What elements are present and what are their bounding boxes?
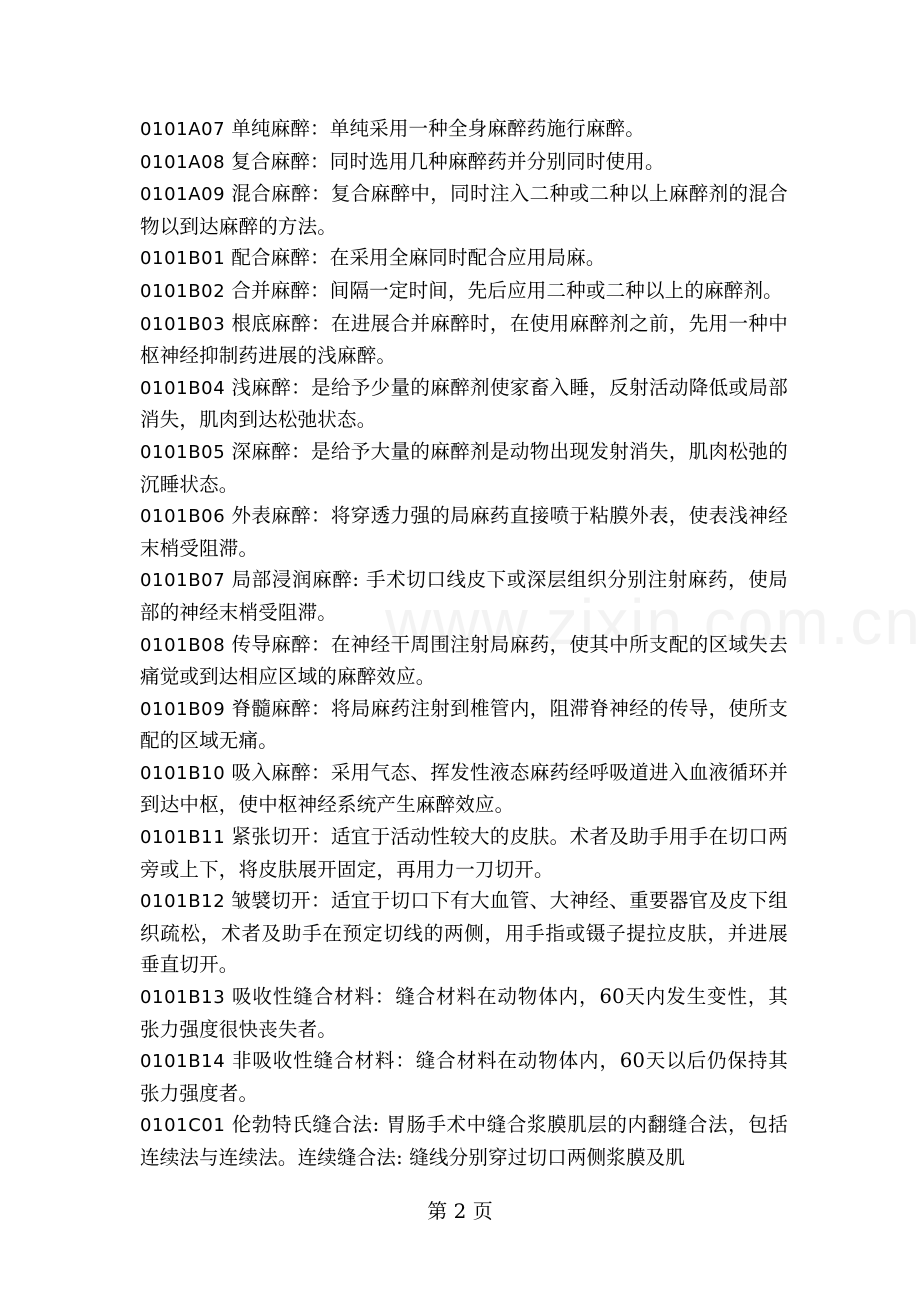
entry-term: 深麻醉 — [231, 439, 292, 463]
entry-separator: ： — [310, 760, 331, 784]
entry-term: 合并麻醉 — [231, 278, 311, 302]
entry-term: 皱襞切开 — [231, 889, 311, 913]
entry-code: 0101B09 — [140, 698, 226, 720]
entry-code: 0101B03 — [140, 313, 226, 335]
entry-separator: ： — [310, 696, 331, 720]
entry-definition: 适宜于活动性较大的皮肤。术者及助手用手在切口两旁或上下，将皮肤展开固定，再用力一刀切开。 — [140, 825, 788, 881]
glossary-entry — [140, 564, 788, 628]
entry-code: 0101B07 — [140, 570, 226, 592]
entry-code: 0101B14 — [140, 1051, 226, 1073]
entry-term: 配合麻醉 — [231, 246, 311, 270]
entry-term: 复合麻醉 — [231, 149, 311, 173]
entry-definition: 在神经干周围注射局麻药，使其中所支配的区域失去痛觉或到达相应区域的麻醉效应。 — [140, 632, 788, 689]
entry-definition: 间隔一定时间，先后应用二种或二种以上的麻醉剂。 — [329, 278, 783, 302]
entry-term: 脊髓麻醉 — [231, 696, 311, 720]
entry-code: 0101A08 — [140, 151, 226, 173]
entry-code: 0101B02 — [140, 280, 226, 302]
entry-separator: : — [372, 1113, 387, 1137]
entry-definition: 缝合材料在动物体内，60天内发生变性，其张力强度很快丧失者。 — [140, 985, 788, 1041]
glossary-entry — [140, 821, 788, 885]
entry-term: 混合麻醉 — [231, 182, 311, 206]
entry-definition: 在进展合并麻醉时，在使用麻醉剂之前，先用一种中枢神经抑制药进展的浅麻醉。 — [140, 311, 788, 368]
entry-separator: ： — [374, 985, 396, 1009]
entry-separator: ： — [310, 149, 330, 173]
glossary-entry — [140, 113, 788, 146]
glossary-entry — [140, 372, 788, 436]
entry-term: 吸收性缝合材料 — [231, 985, 375, 1009]
entry-definition: 是给予大量的麻醉剂是动物出现发射消失，肌肉松弛的沉睡状态。 — [140, 439, 788, 496]
entry-separator: ： — [310, 278, 330, 302]
glossary-entry — [140, 1045, 788, 1109]
entry-term: 根底麻醉 — [231, 311, 311, 335]
entry-definition: 采用气态、挥发性液态麻药经呼吸道进入血液循环并到达中枢，使中枢神经系统产生麻醉效应。 — [140, 760, 788, 817]
entry-code: 0101B08 — [140, 634, 226, 656]
entry-definition: 在采用全麻同时配合应用局麻。 — [329, 246, 606, 270]
entry-code: 0101B12 — [140, 891, 226, 913]
glossary-entry — [140, 308, 788, 372]
entry-separator: ： — [310, 504, 331, 528]
entry-separator: ： — [291, 375, 311, 399]
glossary-entry — [140, 436, 788, 500]
entry-definition: 缝合材料在动物体内，60天以后仍保持其张力强度者。 — [140, 1049, 788, 1105]
entry-separator: ： — [310, 825, 331, 849]
entry-definition: 同时选用几种麻醉药并分别同时使用。 — [329, 149, 665, 173]
entry-separator: ： — [310, 632, 331, 656]
entry-code: 0101B11 — [140, 827, 226, 849]
entry-separator: ： — [310, 246, 330, 270]
entry-code: 0101B04 — [140, 377, 226, 399]
entry-definition: 是给予少量的麻醉剂使家畜入睡，反射活动降低或局部消失，肌肉到达松弛状态。 — [140, 375, 788, 432]
entry-code: 0101B01 — [140, 248, 226, 270]
glossary-entry — [140, 1109, 788, 1173]
entry-term: 单纯麻醉 — [231, 117, 311, 140]
glossary-entry — [140, 275, 788, 308]
entry-separator: ： — [291, 439, 311, 463]
glossary-entry — [140, 757, 788, 821]
entry-separator: ： — [310, 311, 331, 335]
entry-separator: ： — [310, 182, 331, 206]
glossary-body — [140, 113, 788, 1174]
entry-term: 外表麻醉 — [231, 504, 311, 528]
entry-term: 浅麻醉 — [231, 375, 292, 399]
glossary-entry — [140, 981, 788, 1045]
glossary-entry — [140, 146, 788, 179]
entry-definition: 将局麻药注射到椎管内，阻滞脊神经的传导，使所支配的区域无痛。 — [140, 696, 788, 753]
entry-code: 0101A09 — [140, 184, 226, 206]
entry-term: 传导麻醉 — [231, 632, 311, 656]
glossary-entry — [140, 629, 788, 693]
entry-term: 非吸收性缝合材料 — [231, 1049, 396, 1073]
entry-definition: 手术切口线皮下或深层组织分别注射麻药，使局部的神经末梢受阻滞。 — [140, 568, 789, 624]
entry-definition: 单纯采用一种全身麻醉药施行麻醉。 — [329, 117, 645, 140]
entry-term: 局部浸润麻醉 — [231, 568, 353, 592]
entry-separator: ： — [310, 117, 330, 140]
entry-definition: 复合麻醉中，同时注入二种或二种以上麻醉剂的混合物以到达麻醉的方法。 — [140, 182, 788, 238]
entry-code: 0101C01 — [140, 1115, 226, 1137]
entry-code: 0101B13 — [140, 987, 226, 1009]
entry-definition: 适宜于切口下有大血管、大神经、重要器官及皮下组织疏松，术者及助手在预定切线的两侧，用手指或镊子提拉皮肤，并进展垂直切开。 — [140, 889, 788, 977]
glossary-entry — [140, 178, 788, 242]
entry-definition: 将穿透力强的局麻药直接喷于粘膜外表，使表浅神经末梢受阻滞。 — [140, 504, 788, 560]
entry-definition: 胃肠手术中缝合浆膜肌层的内翻缝合法，包括连续法与连续法。连续缝合法: 缝线分别穿过切口两侧浆膜及肌 — [140, 1113, 788, 1169]
glossary-entry — [140, 693, 788, 757]
glossary-entry — [140, 500, 788, 564]
glossary-entry — [140, 885, 788, 981]
entry-code: 0101B06 — [140, 506, 226, 528]
entry-code: 0101B10 — [140, 762, 226, 784]
entry-term: 吸入麻醉 — [231, 760, 311, 784]
entry-code: 0101A07 — [140, 119, 226, 140]
entry-term: 伦勃特氏缝合法 — [231, 1113, 373, 1137]
glossary-entry — [140, 242, 788, 275]
entry-separator: : — [352, 568, 366, 592]
page-number: 第 2 页 — [427, 1199, 493, 1223]
entry-term: 紧张切开 — [231, 825, 311, 849]
entry-separator: ： — [310, 889, 331, 913]
entry-code: 0101B05 — [140, 441, 226, 463]
entry-separator: ： — [395, 1049, 416, 1073]
